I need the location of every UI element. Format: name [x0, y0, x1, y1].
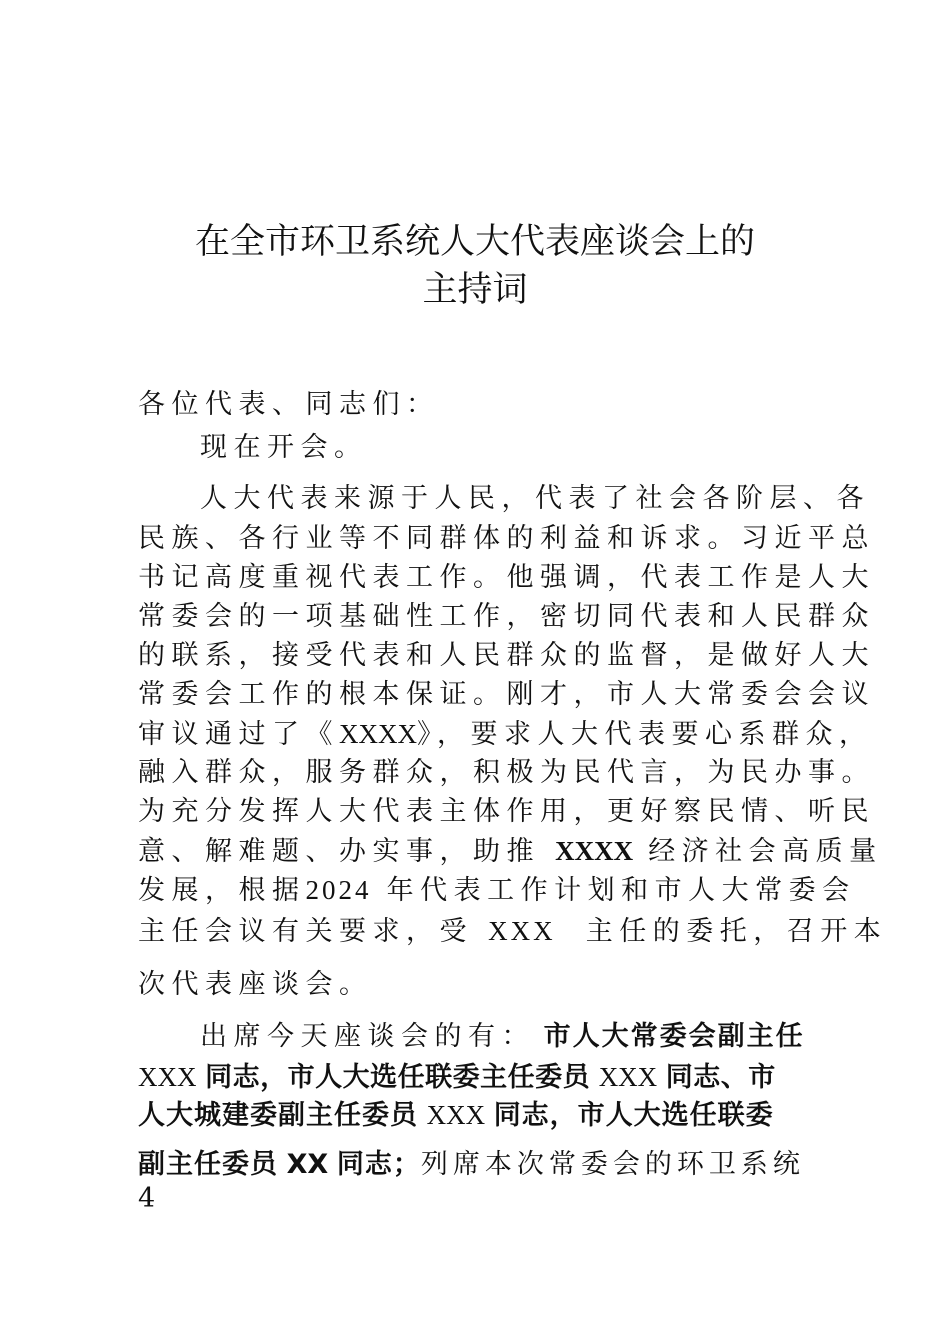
placeholder-xxxx: XXXX [339, 719, 417, 749]
placeholder-xx-bold: XX [286, 1149, 329, 1180]
text-segment: 经济社会高质量 [648, 836, 883, 867]
paragraph-line [200, 1018, 805, 1056]
title-line-1: 在全市环卫系统人大代表座谈会上的 [194, 222, 755, 262]
title-line-2: 主持词 [422, 270, 528, 310]
paragraph-line [138, 832, 883, 871]
text-segment: 意、解难题、办实事，助推 [138, 836, 540, 867]
paragraph-line: 书记高度重视代表工作。他强调，代表工作是人大 [138, 562, 875, 593]
paragraph-line: 常委会工作的根本保证。刚才，市人大常委会会议 [138, 679, 875, 710]
paragraph-line: 的联系，接受代表和人民群众的监督，是做好人大 [138, 640, 875, 671]
bold-text: 同志； [336, 1149, 421, 1180]
paragraph-line [138, 912, 887, 951]
bold-text: 同志，市人大选任联委主任委员 [205, 1062, 591, 1093]
opening-line: 现在开会。 [200, 432, 368, 463]
paragraph-line: 常委会的一项基础性工作，密切同代表和人民群众 [138, 601, 875, 632]
text-segment: 》，要求人大代表要心系群众， [417, 719, 873, 750]
placeholder-xxx: XXX [488, 916, 556, 946]
paragraph-line: 为充分发挥人大代表主体作用，更好察民情、听民 [138, 796, 875, 827]
document-title [0, 218, 950, 314]
paragraph-line [138, 871, 856, 910]
text-segment: 发展，根据 [138, 875, 306, 906]
text-segment: 主任会议有关要求，受 [138, 916, 473, 947]
text-segment: 审议通过了《 [138, 719, 339, 750]
paragraph-line [138, 1146, 805, 1184]
paragraph-line: 次代表座谈会。 [138, 969, 373, 1000]
placeholder-xxx: XXX [138, 1062, 197, 1092]
bold-text: 人大城建委副主任委员 [138, 1100, 418, 1131]
paragraph-line [138, 1058, 776, 1097]
paragraph-line: 民族、各行业等不同群体的利益和诉求。习近平总 [138, 523, 875, 554]
paragraph-line [138, 1096, 774, 1135]
text-segment: 年代表工作计划和市人大常委会 [386, 875, 856, 906]
bold-text: 副主任委员 [138, 1149, 278, 1180]
paragraph-line: 人大代表来源于人民，代表了社会各阶层、各 [200, 483, 870, 514]
paragraph-line [138, 715, 873, 754]
page-number: 4 [138, 1183, 156, 1214]
text-segment: 主任的委托，召开本 [585, 916, 888, 947]
text-segment: 出席今天座谈会的有： [200, 1021, 535, 1052]
text-segment: 列席本次常委会的环卫系统 [420, 1149, 805, 1180]
bold-text: 同志、市 [665, 1062, 776, 1093]
salutation: 各位代表、同志们： [138, 389, 440, 420]
placeholder-xxx: XXX [426, 1100, 486, 1130]
bold-text: 同志，市人大选任联委 [493, 1100, 774, 1131]
paragraph-line: 融入群众，服务群众，积极为民代言，为民办事。 [138, 757, 875, 788]
year-number: 2024 [305, 875, 372, 905]
placeholder-xxxx-bold: XXXX [555, 836, 634, 866]
placeholder-xxx: XXX [598, 1062, 658, 1092]
bold-text: 市人大常委会副主任 [543, 1021, 805, 1052]
